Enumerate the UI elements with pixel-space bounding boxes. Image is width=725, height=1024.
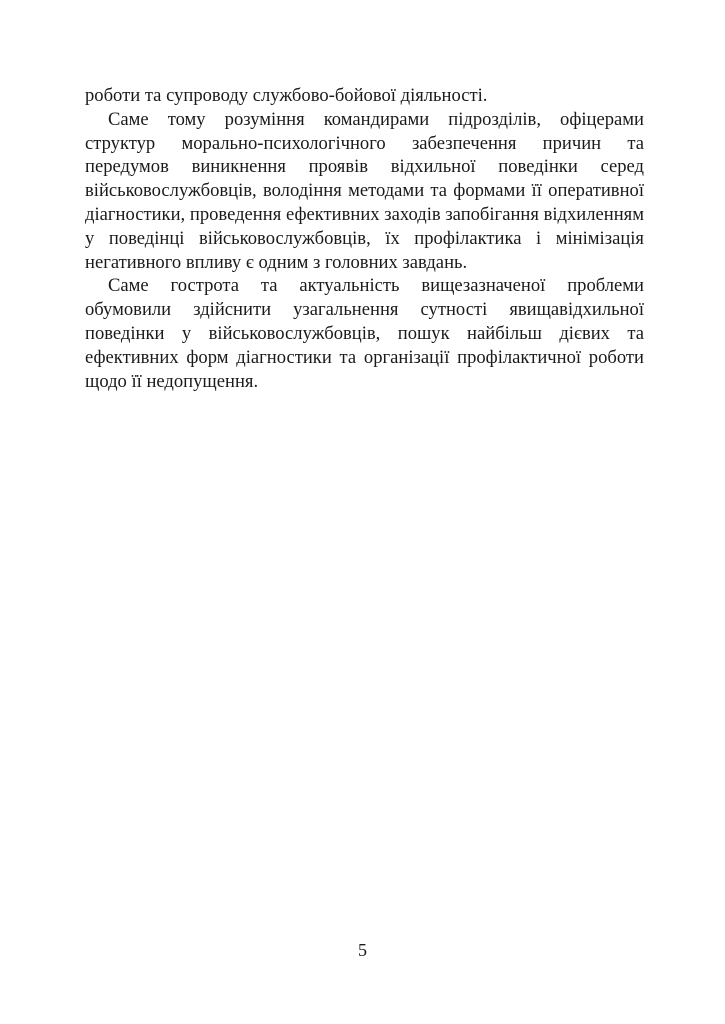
paragraph-commanders-understanding: Саме тому розуміння командирами підрозділів, офіцерами структур морально-психологічного забезпечення причин та передумов виникнення проявів відхильної поведінки серед військовослужбовців, володіння методами та формами її оперативної діагностики, проведення ефективних заходів запобігання відхиленням у поведінці військовослужбовців, їх профілактика і мінімізація негативного впливу є одним з головних завдань. [85,108,644,273]
paragraph-continuation: роботи та супроводу службово-бойової діяльності. [85,85,488,106]
body-text [85,84,644,393]
page-number: 5 [358,940,367,960]
paragraph-problem-relevance: Саме гострота та актуальність вищезазначеної проблеми обумовили здійснити узагальнення сутності явищавідхильної поведінки у військовослужбовців, пошук найбільш дієвих та ефективних форм діагностики та організації профілактичної роботи щодо її недопущення. [85,275,644,392]
